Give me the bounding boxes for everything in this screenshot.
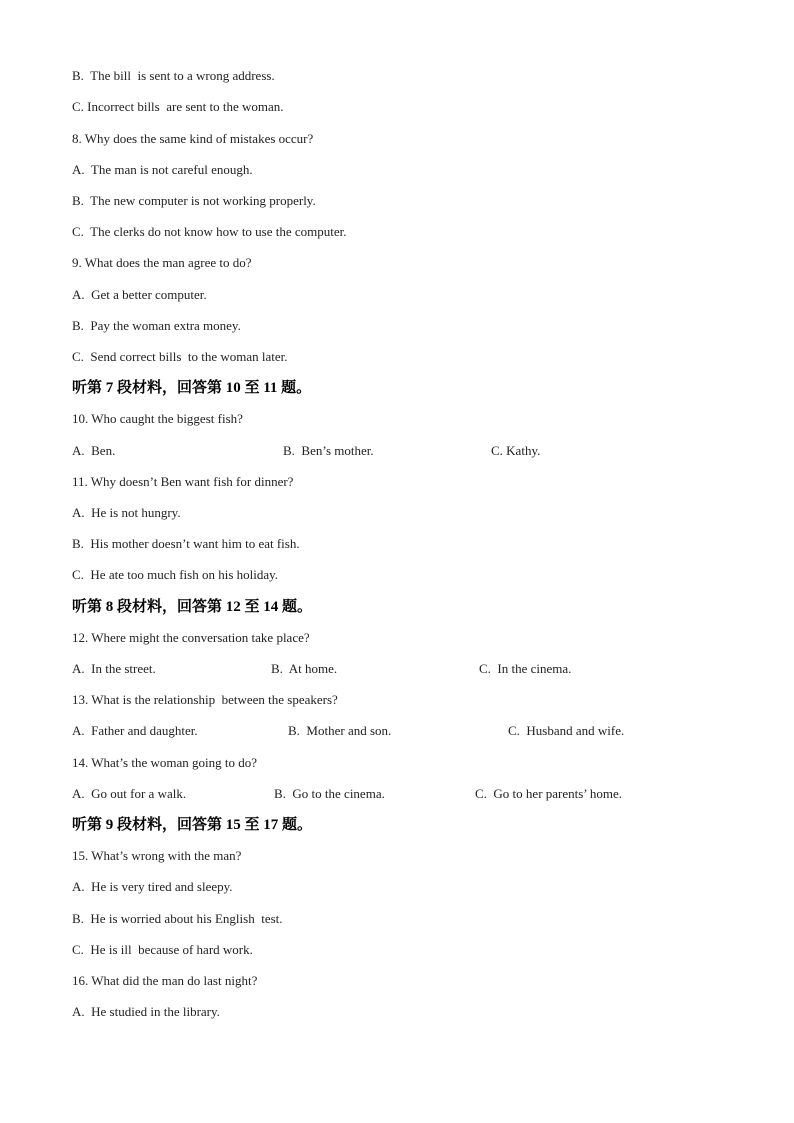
q15-option-b: B. He is worried about his English test. [72, 911, 283, 926]
q14-option-c: C. Go to her parents’ home. [475, 786, 623, 801]
section-heading-9: 听第 9 段材料，回答第 15 至 17 题。 [72, 817, 313, 833]
section-heading-8: 听第 8 段材料，回答第 12 至 14 题。 [72, 599, 313, 615]
q10-option-c: C. Kathy. [491, 443, 541, 458]
q14-option-b: B. Go to the cinema. [274, 786, 385, 801]
q16-stem: 16. What did the man do last night? [72, 973, 258, 988]
q7-option-b: B. The bill is sent to a wrong address. [72, 68, 275, 83]
q12-stem: 12. Where might the conversation take place? [72, 630, 310, 645]
q9-option-b: B. Pay the woman extra money. [72, 318, 241, 333]
q10-stem: 10. Who caught the biggest fish? [72, 411, 243, 426]
q16-option-a: A. He studied in the library. [72, 1004, 220, 1019]
q11-stem: 11. Why doesn’t Ben want fish for dinner? [72, 474, 294, 489]
q13-option-c: C. Husband and wife. [508, 723, 625, 738]
q11-option-a: A. He is not hungry. [72, 505, 181, 520]
q12-option-c: C. In the cinema. [479, 661, 572, 676]
q14-stem: 14. What’s the woman going to do? [72, 755, 257, 770]
q9-option-a: A. Get a better computer. [72, 287, 207, 302]
q13-option-a: A. Father and daughter. [72, 723, 198, 738]
q7-option-c: C. Incorrect bills are sent to the woman. [72, 99, 284, 114]
q9-option-c: C. Send correct bills to the woman later. [72, 349, 288, 364]
section-heading-7: 听第 7 段材料，回答第 10 至 11 题。 [72, 380, 312, 396]
q15-option-a: A. He is very tired and sleepy. [72, 879, 233, 894]
q12-option-a: A. In the street. [72, 661, 156, 676]
q8-option-b: B. The new computer is not working properly. [72, 193, 316, 208]
q10-option-b: B. Ben’s mother. [283, 443, 374, 458]
q11-option-c: C. He ate too much fish on his holiday. [72, 567, 279, 582]
q10-option-a: A. Ben. [72, 443, 116, 458]
q13-option-b: B. Mother and son. [288, 723, 392, 738]
q15-stem: 15. What’s wrong with the man? [72, 848, 242, 863]
q13-stem: 13. What is the relationship between the speakers? [72, 692, 338, 707]
q8-option-a: A. The man is not careful enough. [72, 162, 253, 177]
q8-option-c: C. The clerks do not know how to use the computer. [72, 224, 347, 239]
q15-option-c: C. He is ill because of hard work. [72, 942, 253, 957]
q11-option-b: B. His mother doesn’t want him to eat fish. [72, 536, 300, 551]
q12-option-b: B. At home. [271, 661, 338, 676]
q14-option-a: A. Go out for a walk. [72, 786, 187, 801]
q8-stem: 8. Why does the same kind of mistakes occur? [72, 131, 314, 146]
q9-stem: 9. What does the man agree to do? [72, 255, 252, 270]
